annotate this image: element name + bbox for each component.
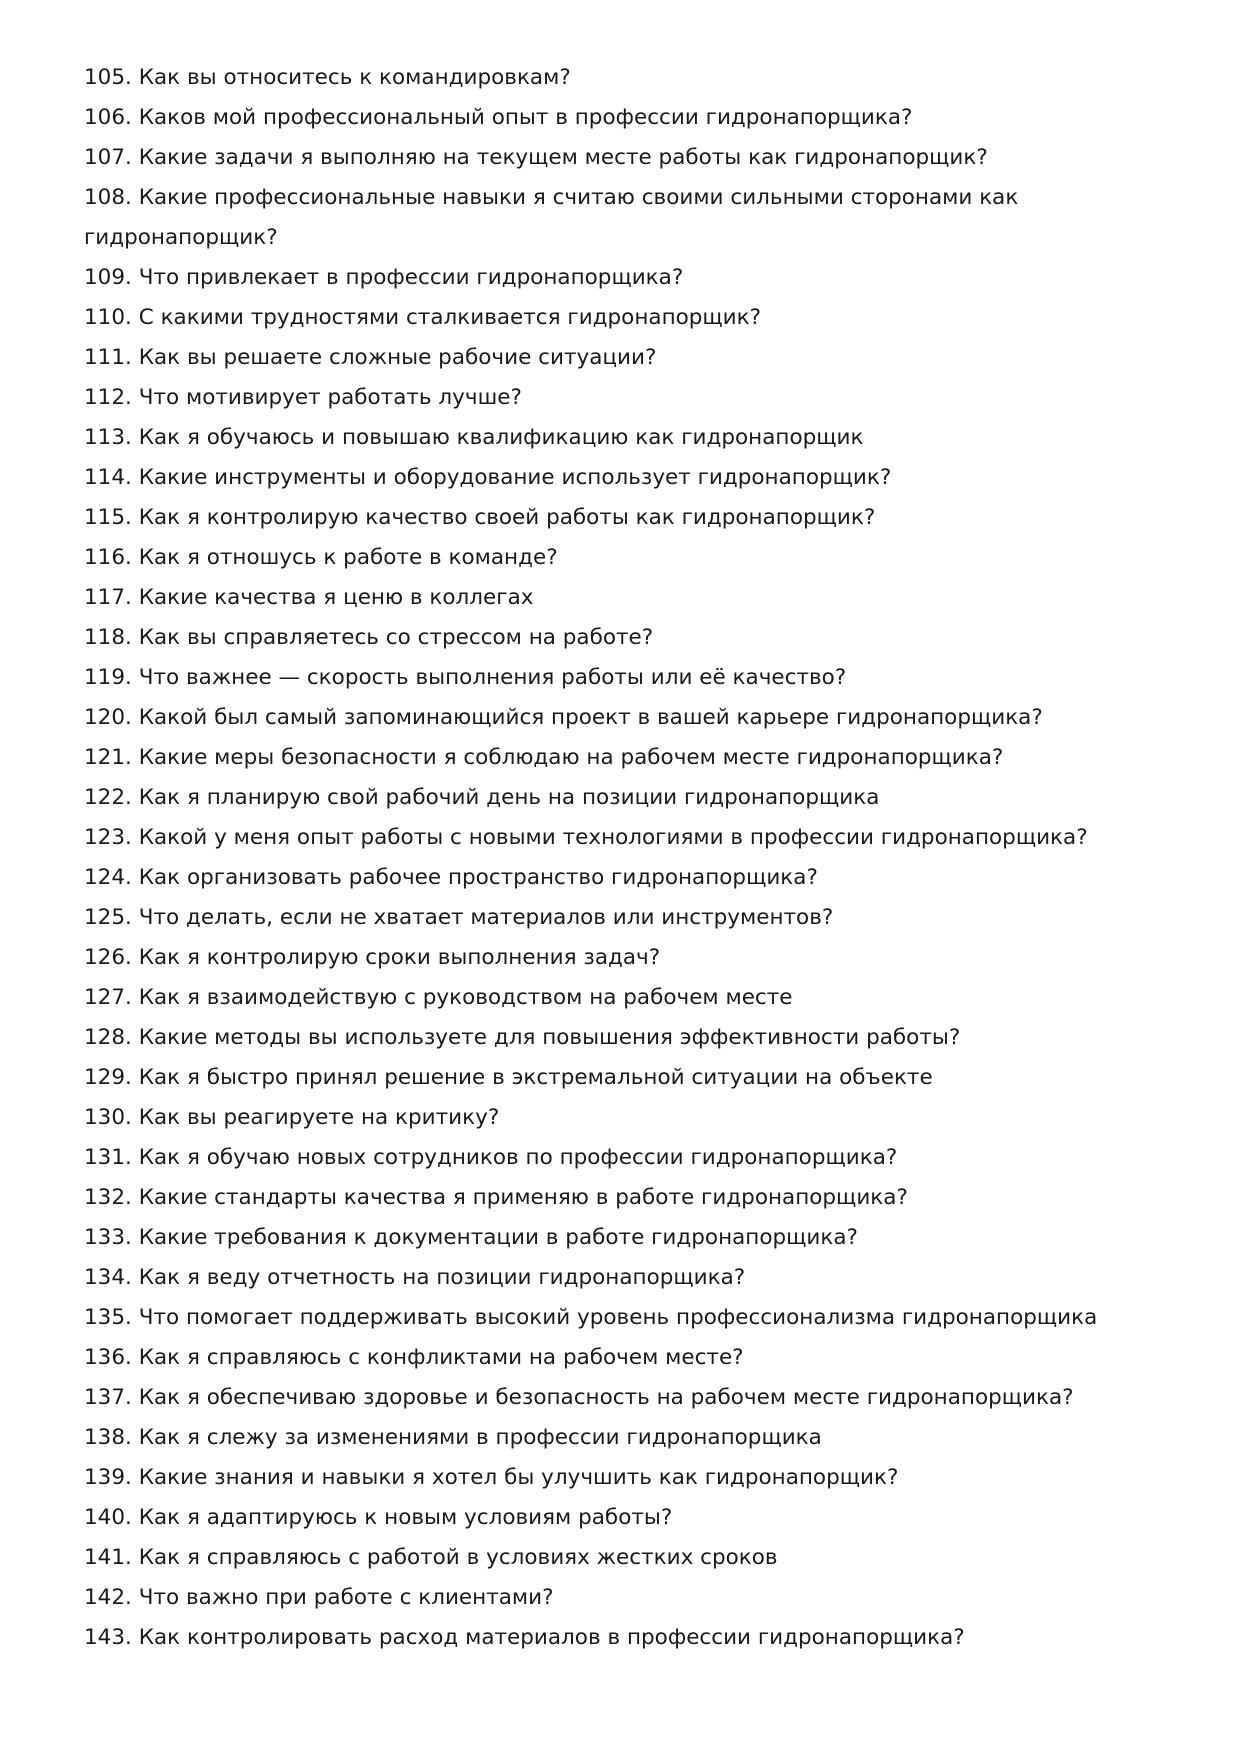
question-text: Что делать, если не хватает материалов или инструментов? <box>138 905 834 930</box>
question-number: 110. <box>84 305 132 330</box>
question-item <box>84 578 1174 618</box>
question-text: Как я отношусь к работе в команде? <box>138 545 558 570</box>
question-text: Как я контролирую качество своей работы как гидронапорщик? <box>138 505 876 530</box>
question-text: Как я взаимодействую с руководством на рабочем месте <box>138 985 793 1010</box>
question-text: Как я быстро принял решение в экстремальной ситуации на объекте <box>138 1065 933 1090</box>
question-text: Как я обучаю новых сотрудников по профессии гидронапорщика? <box>138 1145 898 1170</box>
question-text: Какие методы вы используете для повышения эффективности работы? <box>138 1025 961 1050</box>
question-number: 133. <box>84 1225 132 1250</box>
question-number: 118. <box>84 625 132 650</box>
question-number: 129. <box>84 1065 132 1090</box>
question-text: Как организовать рабочее пространство гидронапорщика? <box>138 865 818 890</box>
question-item <box>84 938 1174 978</box>
question-number: 126. <box>84 945 132 970</box>
question-item <box>84 258 1174 298</box>
question-item <box>84 618 1174 658</box>
question-item <box>84 858 1174 898</box>
question-item <box>84 58 1174 98</box>
question-text: Как я планирую свой рабочий день на позиции гидронапорщика <box>138 785 880 810</box>
question-number: 109. <box>84 265 132 290</box>
question-number: 131. <box>84 1145 132 1170</box>
question-item <box>84 1538 1174 1578</box>
question-item <box>84 1338 1174 1378</box>
question-text: Какие качества я ценю в коллегах <box>138 585 534 610</box>
question-item <box>84 898 1174 938</box>
question-item <box>84 698 1174 738</box>
question-number: 134. <box>84 1265 132 1290</box>
question-text: Что мотивирует работать лучше? <box>138 385 522 410</box>
question-item <box>84 1098 1174 1138</box>
question-item <box>84 178 1174 258</box>
question-item <box>84 1378 1174 1418</box>
question-item <box>84 458 1174 498</box>
question-item <box>84 378 1174 418</box>
question-item <box>84 738 1174 778</box>
question-text: Как я веду отчетность на позиции гидронапорщика? <box>138 1265 746 1290</box>
question-number: 105. <box>84 65 132 90</box>
question-item <box>84 138 1174 178</box>
question-item <box>84 778 1174 818</box>
question-text: Как вы реагируете на критику? <box>138 1105 500 1130</box>
question-number: 132. <box>84 1185 132 1210</box>
question-item <box>84 1138 1174 1178</box>
question-number: 140. <box>84 1505 132 1530</box>
question-number: 127. <box>84 985 132 1010</box>
question-text: Какие стандарты качества я применяю в работе гидронапорщика? <box>138 1185 908 1210</box>
question-item <box>84 818 1174 858</box>
question-list <box>84 58 1174 1658</box>
question-item <box>84 1018 1174 1058</box>
question-text: Как вы относитесь к командировкам? <box>138 65 571 90</box>
question-number: 114. <box>84 465 132 490</box>
question-number: 116. <box>84 545 132 570</box>
question-number: 122. <box>84 785 132 810</box>
question-number: 124. <box>84 865 132 890</box>
question-text: Какой был самый запоминающийся проект в вашей карьере гидронапорщика? <box>138 705 1043 730</box>
question-number: 117. <box>84 585 132 610</box>
question-number: 141. <box>84 1545 132 1570</box>
question-text: Какие требования к документации в работе гидронапорщика? <box>138 1225 858 1250</box>
question-number: 128. <box>84 1025 132 1050</box>
question-item <box>84 418 1174 458</box>
question-text: Как я слежу за изменениями в профессии гидронапорщика <box>138 1425 822 1450</box>
question-text: Как я справляюсь с конфликтами на рабочем месте? <box>138 1345 744 1370</box>
question-item <box>84 1298 1174 1338</box>
question-number: 137. <box>84 1385 132 1410</box>
question-number: 111. <box>84 345 132 370</box>
question-text: Что помогает поддерживать высокий уровень профессионализма гидронапорщика <box>138 1305 1098 1330</box>
question-text: Как вы справляетесь со стрессом на работе? <box>138 625 654 650</box>
question-number: 125. <box>84 905 132 930</box>
question-number: 130. <box>84 1105 132 1130</box>
question-number: 121. <box>84 745 132 770</box>
question-number: 139. <box>84 1465 132 1490</box>
question-item <box>84 1418 1174 1458</box>
question-text: Как я обеспечиваю здоровье и безопасность на рабочем месте гидронапорщика? <box>138 1385 1074 1410</box>
question-item <box>84 1578 1174 1618</box>
question-item <box>84 538 1174 578</box>
question-text: Как я контролирую сроки выполнения задач? <box>138 945 661 970</box>
question-text: Как я справляюсь с работой в условиях жестких сроков <box>138 1545 778 1570</box>
question-text: Как я адаптируюсь к новым условиям работы? <box>138 1505 673 1530</box>
question-text: Как контролировать расход материалов в профессии гидронапорщика? <box>138 1625 965 1650</box>
question-text: Каков мой профессиональный опыт в профессии гидронапорщика? <box>138 105 913 130</box>
question-text: Какие меры безопасности я соблюдаю на рабочем месте гидронапорщика? <box>138 745 1004 770</box>
question-number: 106. <box>84 105 132 130</box>
question-item <box>84 1218 1174 1258</box>
question-item <box>84 658 1174 698</box>
question-number: 136. <box>84 1345 132 1370</box>
question-number: 108. <box>84 185 132 210</box>
question-text: С какими трудностями сталкивается гидронапорщик? <box>138 305 762 330</box>
question-text: Как я обучаюсь и повышаю квалификацию как гидронапорщик <box>138 425 864 450</box>
question-number: 107. <box>84 145 132 170</box>
question-text: Какой у меня опыт работы с новыми технологиями в профессии гидронапорщика? <box>138 825 1088 850</box>
question-text: Что важнее — скорость выполнения работы или её качество? <box>138 665 847 690</box>
question-number: 112. <box>84 385 132 410</box>
question-item <box>84 1178 1174 1218</box>
question-text: Что привлекает в профессии гидронапорщика? <box>138 265 684 290</box>
question-number: 142. <box>84 1585 132 1610</box>
question-number: 115. <box>84 505 132 530</box>
question-item <box>84 1258 1174 1298</box>
question-item <box>84 1498 1174 1538</box>
question-item <box>84 498 1174 538</box>
question-number: 120. <box>84 705 132 730</box>
question-text: Какие инструменты и оборудование использует гидронапорщик? <box>138 465 892 490</box>
question-number: 135. <box>84 1305 132 1330</box>
question-text: Как вы решаете сложные рабочие ситуации? <box>138 345 657 370</box>
question-item <box>84 98 1174 138</box>
question-text: Какие знания и навыки я хотел бы улучшить как гидронапорщик? <box>138 1465 899 1490</box>
question-item <box>84 338 1174 378</box>
question-item <box>84 1618 1174 1658</box>
question-number: 143. <box>84 1625 132 1650</box>
question-text: Что важно при работе с клиентами? <box>138 1585 554 1610</box>
question-number: 119. <box>84 665 132 690</box>
question-number: 138. <box>84 1425 132 1450</box>
question-text: Какие профессиональные навыки я считаю своими сильными сторонами как гидронапорщик? <box>84 185 1019 250</box>
question-item <box>84 978 1174 1018</box>
question-item <box>84 1458 1174 1498</box>
question-number: 113. <box>84 425 132 450</box>
question-item <box>84 298 1174 338</box>
question-item <box>84 1058 1174 1098</box>
question-number: 123. <box>84 825 132 850</box>
question-text: Какие задачи я выполняю на текущем месте работы как гидронапорщик? <box>138 145 988 170</box>
